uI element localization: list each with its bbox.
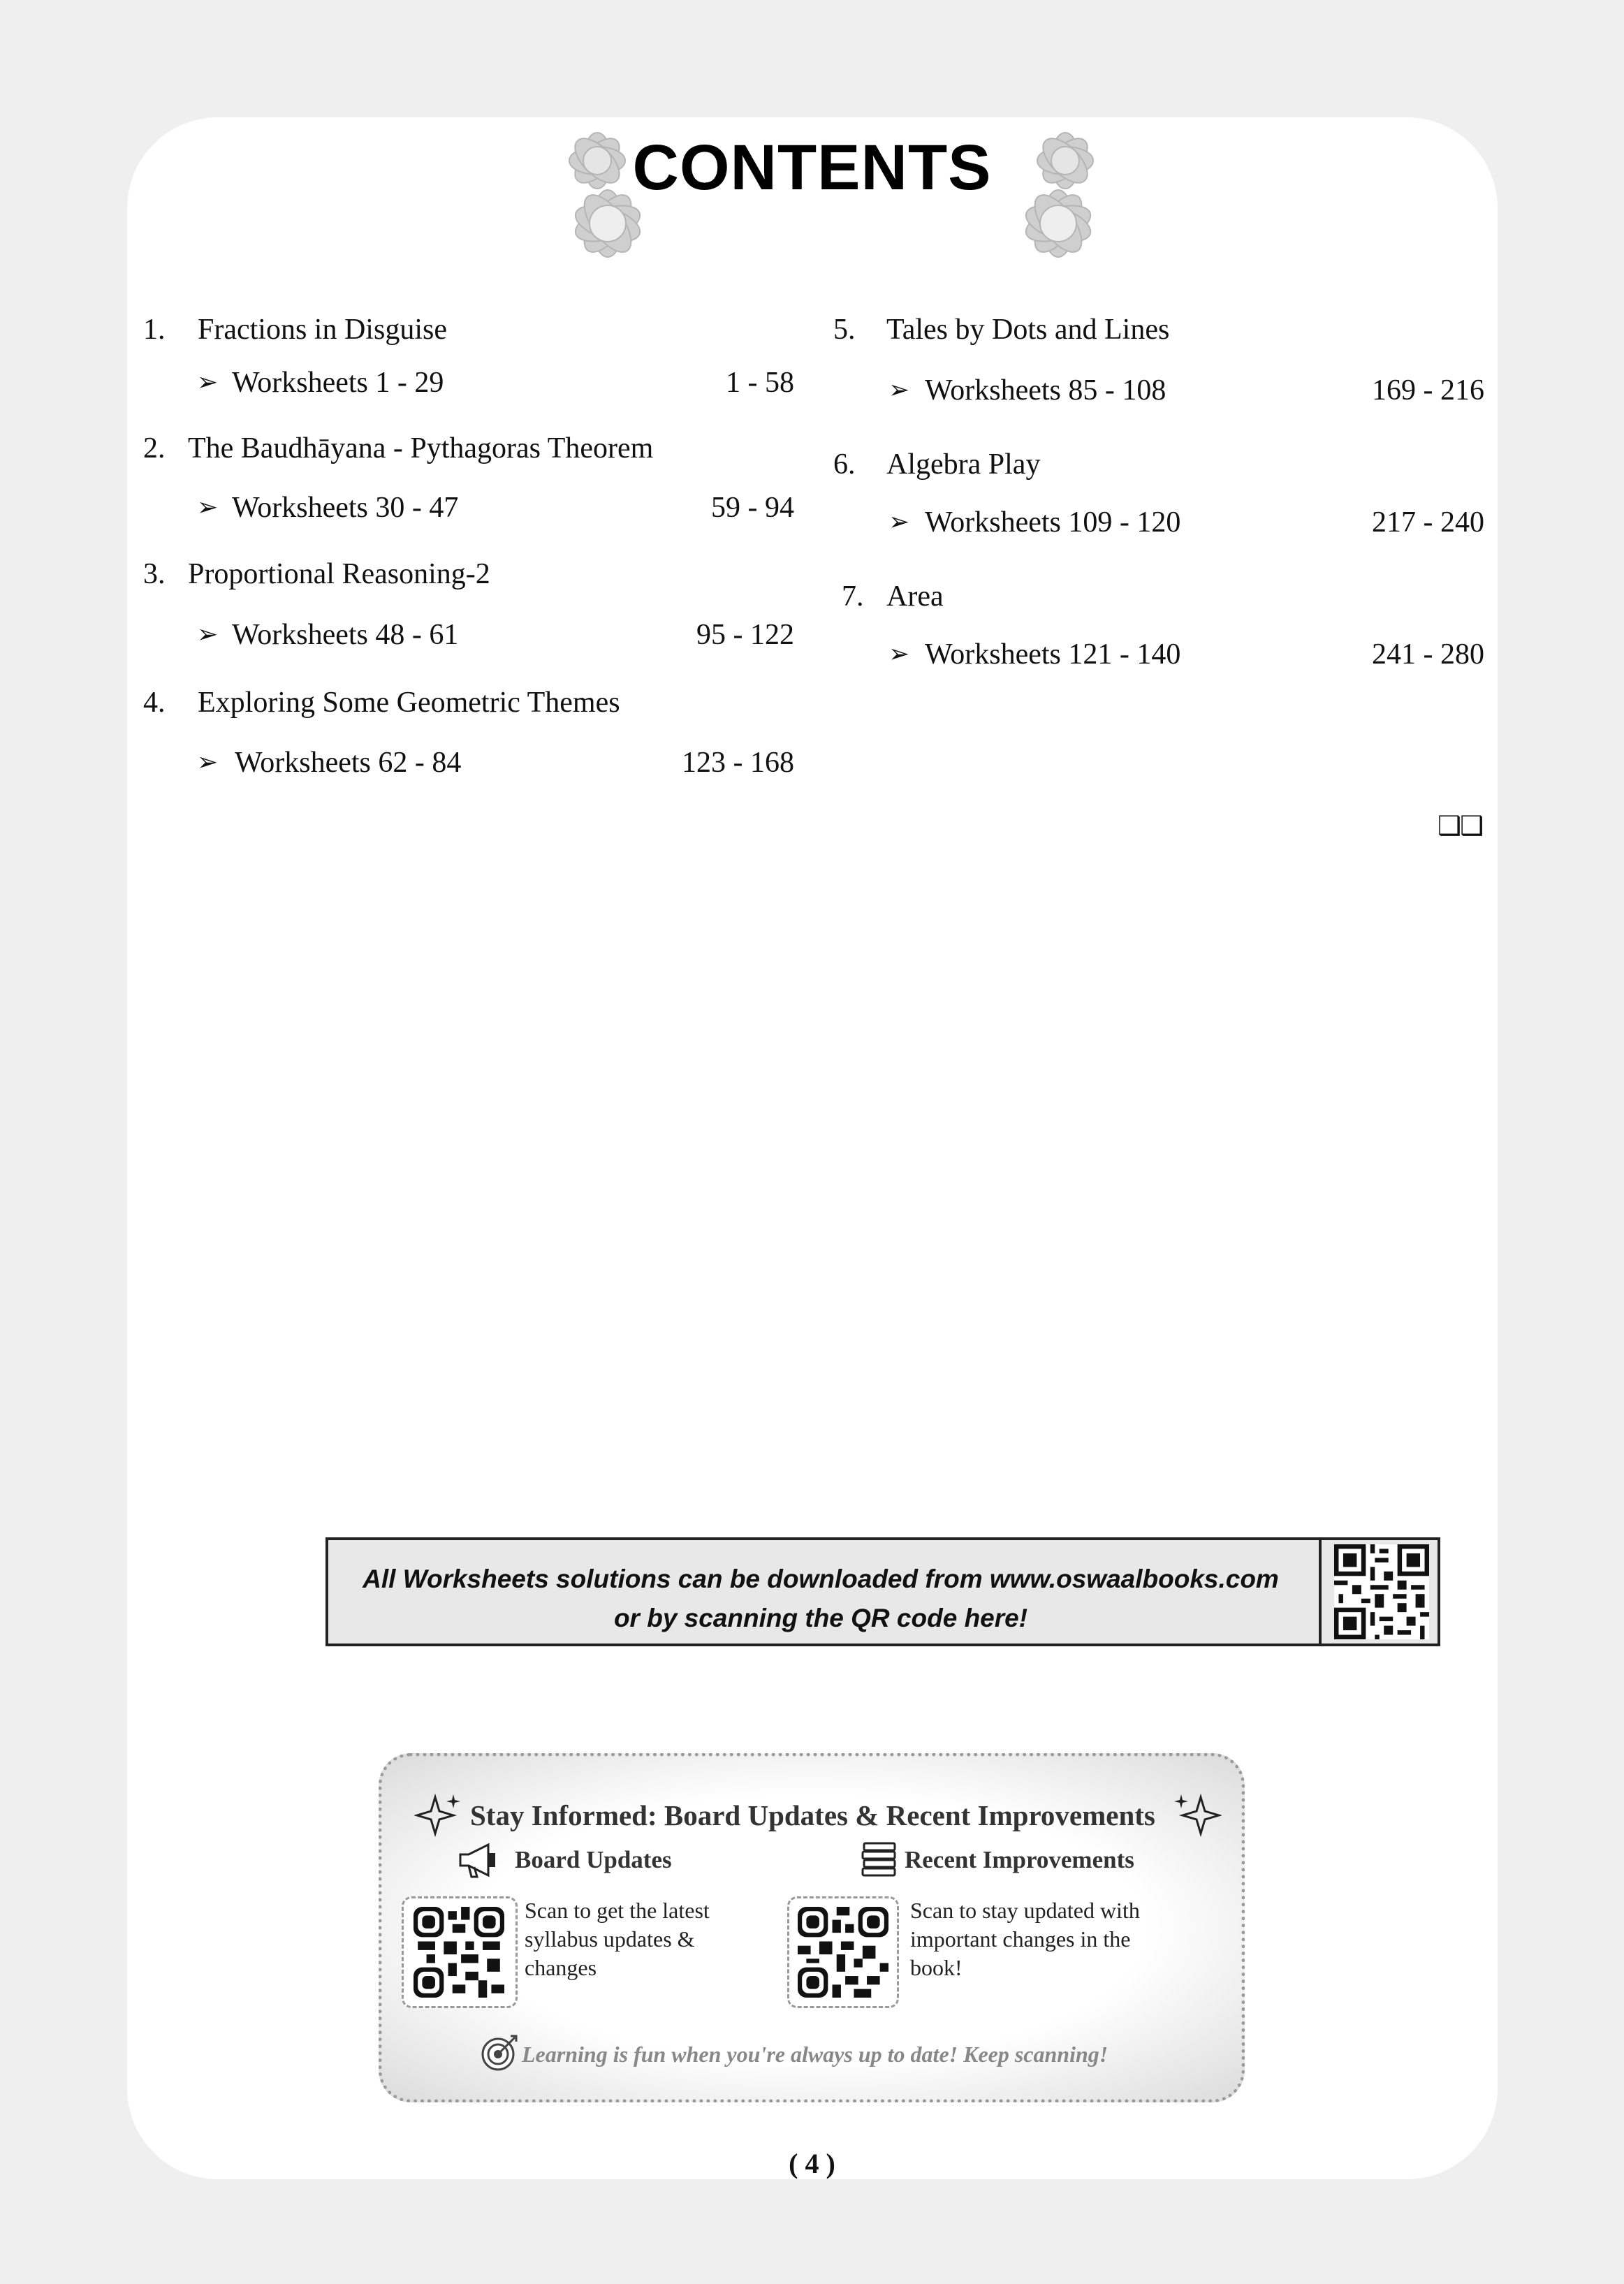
chapter-number: 3. [143, 558, 166, 590]
worksheet-range: Worksheets 62 - 84 [235, 747, 462, 779]
qr-code-icon[interactable] [414, 1907, 504, 1998]
megaphone-icon [456, 1840, 504, 1880]
arrow-bullet-icon: ➢ [197, 368, 219, 396]
download-text [328, 1560, 1313, 1638]
qr-code-icon[interactable] [798, 1907, 888, 1998]
page-range: 169 - 216 [1372, 374, 1484, 407]
page-range: 59 - 94 [711, 492, 794, 524]
divider [1319, 1540, 1322, 1644]
page-range: 123 - 168 [682, 747, 794, 779]
download-line-2: or by scanning the QR code here! [613, 1604, 1028, 1632]
board-qr-frame [402, 1896, 518, 2008]
page-number: ( 4 ) [789, 2148, 835, 2179]
recent-improvements-label: Recent Improvements [905, 1846, 1134, 1873]
page-range: 217 - 240 [1372, 506, 1484, 539]
chapter-name: The Baudhāyana - Pythagoras Theorem [188, 432, 654, 464]
worksheet-range: Worksheets 48 - 61 [232, 619, 459, 651]
arrow-bullet-icon: ➢ [197, 620, 219, 648]
updates-panel [379, 1753, 1245, 2102]
target-icon [480, 2033, 519, 2072]
sparkle-icon [1173, 1792, 1222, 1840]
board-updates-label: Board Updates [515, 1846, 672, 1873]
chapter-number: 5. [833, 314, 856, 346]
page-range: 1 - 58 [726, 367, 794, 399]
arrow-bullet-icon: ➢ [888, 376, 910, 404]
chapter-name: Exploring Some Geometric Themes [198, 687, 620, 719]
arrow-bullet-icon: ➢ [197, 493, 219, 521]
worksheet-range: Worksheets 85 - 108 [925, 374, 1166, 407]
chapter-number: 7. [842, 580, 864, 613]
worksheet-range: Worksheets 30 - 47 [232, 492, 459, 524]
arrow-bullet-icon: ➢ [888, 640, 910, 668]
chapter-name: Proportional Reasoning-2 [188, 558, 490, 590]
sparkle-icon [414, 1792, 463, 1840]
chapter-number: 6. [833, 448, 856, 481]
end-marks: ❑❑ [1438, 812, 1483, 841]
improvements-qr-frame [787, 1896, 899, 2008]
worksheet-range: Worksheets 109 - 120 [925, 506, 1181, 539]
chapter-name: Tales by Dots and Lines [886, 314, 1170, 346]
chapter-number: 4. [143, 687, 166, 719]
updates-footer: Learning is fun when you're always up to date! Keep scanning! [522, 2042, 1109, 2067]
chapter-name: Area [886, 580, 944, 613]
page-title: CONTENTS [632, 132, 992, 203]
worksheet-range: Worksheets 121 - 140 [925, 638, 1181, 671]
books-icon [861, 1840, 898, 1880]
worksheet-range: Worksheets 1 - 29 [232, 367, 444, 399]
chapter-name: Algebra Play [886, 448, 1041, 481]
arrow-bullet-icon: ➢ [888, 508, 910, 536]
page-range: 95 - 122 [696, 619, 794, 651]
chapter-number: 2. [143, 432, 166, 464]
download-box [325, 1537, 1440, 1646]
recent-improvements-description: Scan to stay updated with important changes in the book! [910, 1898, 1140, 1980]
arrow-bullet-icon: ➢ [197, 748, 219, 776]
download-line-1: All Worksheets solutions can be downloaded from www.oswaalbooks.com [363, 1565, 1279, 1593]
board-updates-description: Scan to get the latest syllabus updates & changes [525, 1898, 710, 1980]
qr-code-icon[interactable] [1334, 1544, 1429, 1639]
chapter-number: 1. [143, 314, 166, 346]
updates-title: Stay Informed: Board Updates & Recent Improvements [470, 1799, 1155, 1831]
chapter-name: Fractions in Disguise [198, 314, 447, 346]
page-range: 241 - 280 [1372, 638, 1484, 671]
